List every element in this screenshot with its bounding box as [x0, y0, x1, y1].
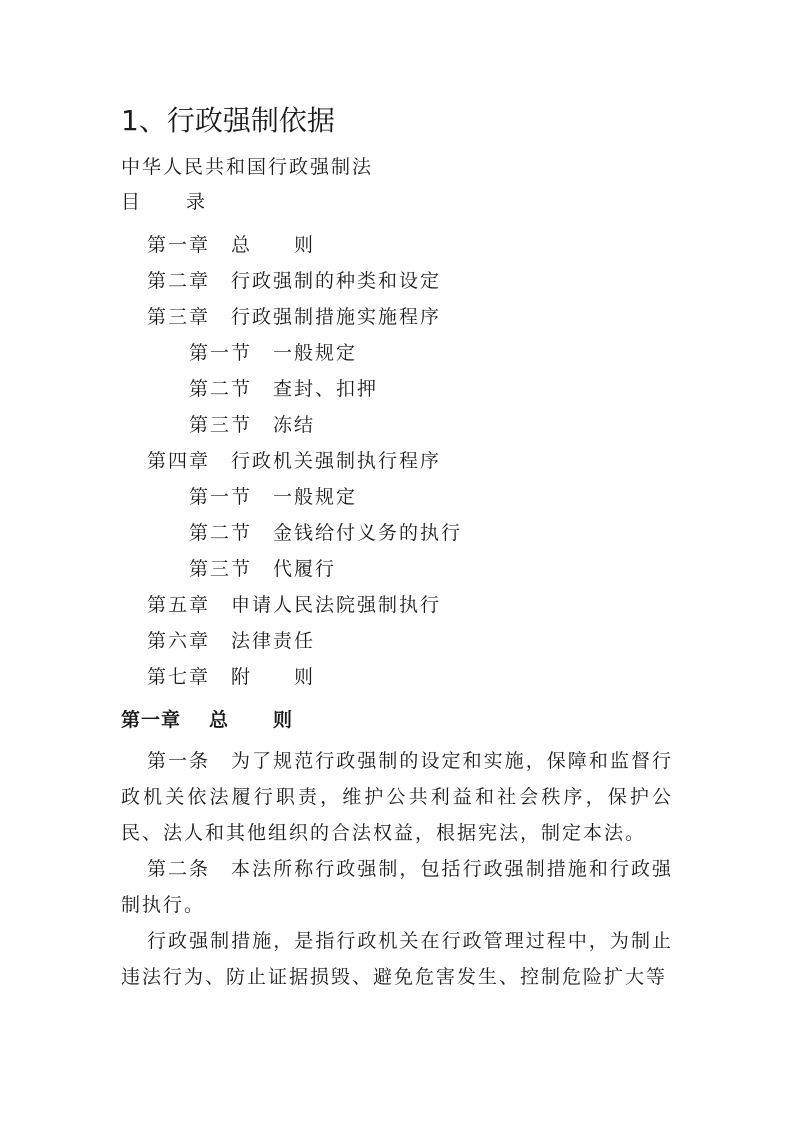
toc-number: 第一章 — [147, 234, 211, 256]
chapter-heading — [121, 707, 293, 733]
toc-entry-ch3-section-1 — [189, 340, 357, 366]
toc-number: 第二节 — [189, 522, 253, 544]
toc-number: 第六章 — [147, 630, 211, 652]
toc-title: 金钱给付义务的执行 — [273, 522, 463, 544]
toc-entry-ch3-section-2 — [189, 376, 378, 402]
chapter-title-part-a: 总 — [209, 709, 230, 731]
toc-entry-chapter-5 — [147, 592, 441, 618]
toc-entry-chapter-4 — [147, 448, 441, 474]
article-text: 为了规范行政强制的设定和实施，保障和监督行政机关依法履行职责，维护公共利益和社会秩序，保护公民、法人和其他组织的合法权益，根据宪法，制定本法。 — [121, 750, 673, 844]
toc-number: 第五章 — [147, 594, 211, 616]
toc-entry-chapter-1 — [147, 232, 315, 258]
article-label: 第一条 — [147, 750, 211, 772]
law-title: 中华人民共和国行政强制法 — [121, 156, 374, 178]
toc-number: 第三章 — [147, 306, 211, 328]
article-text: 行政强制措施，是指行政机关在行政管理过程中，为制止违法行为、防止证据损毁、避免危害发生、控制危险扩大等 — [121, 930, 673, 988]
toc-number: 第一节 — [189, 486, 253, 508]
toc-number: 第二章 — [147, 270, 211, 292]
toc-entry-chapter-3 — [147, 304, 441, 330]
toc-number: 第七章 — [147, 666, 211, 688]
article-text: 本法所称行政强制，包括行政强制措施和行政强制执行。 — [121, 858, 673, 916]
toc-title-part-a: 总 — [231, 234, 253, 256]
toc-number: 第三节 — [189, 414, 253, 436]
toc-title: 法律责任 — [231, 630, 316, 652]
toc-title: 查封、扣押 — [273, 378, 379, 400]
article-paragraph — [121, 923, 673, 995]
article-paragraph — [121, 743, 673, 851]
toc-title: 一般规定 — [273, 486, 358, 508]
toc-entry-chapter-2 — [147, 268, 441, 294]
section-heading: 1、行政强制依据 — [121, 104, 335, 137]
toc-entry-ch4-section-3 — [189, 556, 336, 582]
toc-entry-chapter-6 — [147, 628, 315, 654]
toc-entry-chapter-7 — [147, 664, 315, 690]
toc-number: 第四章 — [147, 450, 211, 472]
toc-title: 申请人民法院强制执行 — [231, 594, 442, 616]
toc-entry-ch4-section-2 — [189, 520, 462, 546]
toc-title: 冻结 — [273, 414, 316, 436]
toc-title: 一般规定 — [273, 342, 358, 364]
chapter-number: 第一章 — [121, 709, 182, 731]
toc-label-part-b: 录 — [186, 191, 208, 213]
toc-number: 第三节 — [189, 558, 253, 580]
toc-label — [121, 189, 207, 215]
toc-label-part-a: 目 — [121, 191, 143, 213]
article-paragraph — [121, 851, 673, 923]
toc-number: 第二节 — [189, 378, 253, 400]
toc-title: 行政强制措施实施程序 — [231, 306, 442, 328]
toc-title-part-b: 则 — [294, 666, 316, 688]
toc-title-part-a: 附 — [231, 666, 253, 688]
article-label: 第二条 — [147, 858, 211, 880]
toc-entry-ch4-section-1 — [189, 484, 357, 510]
toc-entry-ch3-section-3 — [189, 412, 315, 438]
toc-title: 行政机关强制执行程序 — [231, 450, 442, 472]
toc-title: 代履行 — [273, 558, 337, 580]
toc-title-part-b: 则 — [294, 234, 316, 256]
toc-title: 行政强制的种类和设定 — [231, 270, 442, 292]
toc-number: 第一节 — [189, 342, 253, 364]
chapter-title-part-b: 则 — [273, 709, 294, 731]
